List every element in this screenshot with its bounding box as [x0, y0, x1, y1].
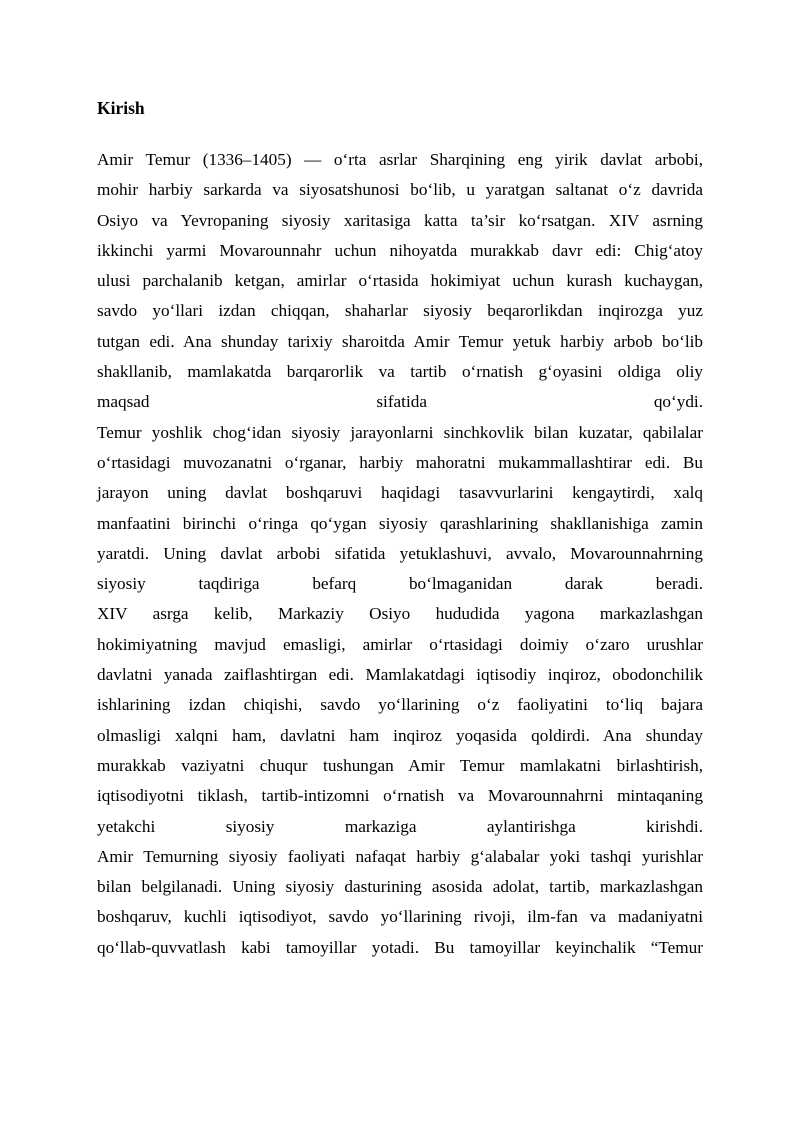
text-line: XIV asrga kelib, Markaziy Osiyo hududida yagona markazlashgan [97, 604, 703, 624]
text-line: iqtisodiyotni tiklash, tartib-intizomni o‘rnatish va Movarounnahrni mintaqaning [97, 786, 703, 806]
text-line: Amir Temurning siyosiy faoliyati nafaqat harbiy g‘alabalar yoki tashqi yurishlar [97, 846, 703, 866]
section-heading: Kirish [97, 98, 145, 118]
text-line: yetakchi siyosiy markaziga aylantirishga kirishdi. [97, 816, 703, 836]
text-line: yaratdi. Uning davlat arbobi sifatida yetuklashuvi, avvalo, Movarounnahrning [97, 543, 703, 563]
text-line: jarayon uning davlat boshqaruvi haqidagi tasavvurlarini kengaytirdi, xalq [97, 483, 703, 503]
text-line: Amir Temur (1336–1405) — o‘rta asrlar Sharqining eng yirik davlat arbobi, [97, 150, 703, 169]
text-line: Osiyo va Yevropaning siyosiy xaritasiga katta ta’sir ko‘rsatgan. XIV asrning [97, 210, 703, 230]
text-line: murakkab vaziyatni chuqur tushungan Amir Temur mamlakatni birlashtirish, [97, 755, 703, 775]
text-line: ishlarining izdan chiqishi, savdo yo‘llarining o‘z faoliyatini to‘liq bajara [97, 695, 703, 715]
text-line: Temur yoshlik chog‘idan siyosiy jarayonlarni sinchkovlik bilan kuzatar, qabilalar [97, 422, 703, 442]
text-line: siyosiy taqdiriga befarq bo‘lmaganidan darak beradi. [97, 574, 703, 594]
text-line: qo‘llab-quvvatlash kabi tamoyillar yotadi. Bu tamoyillar keyinchalik “Temur [97, 937, 703, 957]
text-line: tutgan edi. Ana shunday tarixiy sharoitda Amir Temur yetuk harbiy arbob bo‘lib [97, 331, 703, 351]
text-line: maqsad sifatida qo‘ydi. [97, 392, 703, 412]
text-line: ikkinchi yarmi Movarounnahr uchun nihoyatda murakkab davr edi: Chig‘atoy [97, 240, 703, 260]
body-paragraphs [97, 145, 703, 963]
text-line: hokimiyatning mavjud emasligi, amirlar o‘rtasidagi doimiy o‘zaro urushlar [97, 634, 703, 654]
text-line: davlatni yanada zaiflashtirgan edi. Mamlakatdagi iqtisodiy inqiroz, obodonchilik [97, 665, 703, 685]
text-line: o‘rtasidagi muvozanatni o‘rganar, harbiy mahoratni mukammallashtirar edi. Bu [97, 452, 703, 472]
text-line: manfaatini birinchi o‘ringa qo‘ygan siyosiy qarashlarining shakllanishiga zamin [97, 513, 703, 533]
text-line: ulusi parchalanib ketgan, amirlar o‘rtasida hokimiyat uchun kurash kuchaygan, [97, 271, 703, 291]
text-line: olmasligi xalqni ham, davlatni ham inqiroz yoqasida qoldirdi. Ana shunday [97, 725, 703, 745]
text-line: boshqaruv, kuchli iqtisodiyot, savdo yo‘llarining rivoji, ilm-fan va madaniyatni [97, 907, 703, 927]
text-line: mohir harbiy sarkarda va siyosatshunosi bo‘lib, u yaratgan saltanat o‘z davrida [97, 180, 703, 200]
text-line: shakllanib, mamlakatda barqarorlik va tartib o‘rnatish g‘oyasini oldiga oliy [97, 362, 703, 382]
text-line: savdo yo‘llari izdan chiqqan, shaharlar siyosiy beqarorlikdan inqirozga yuz [97, 301, 703, 321]
text-line: bilan belgilanadi. Uning siyosiy dasturining asosida adolat, tartib, markazlashgan [97, 877, 703, 897]
